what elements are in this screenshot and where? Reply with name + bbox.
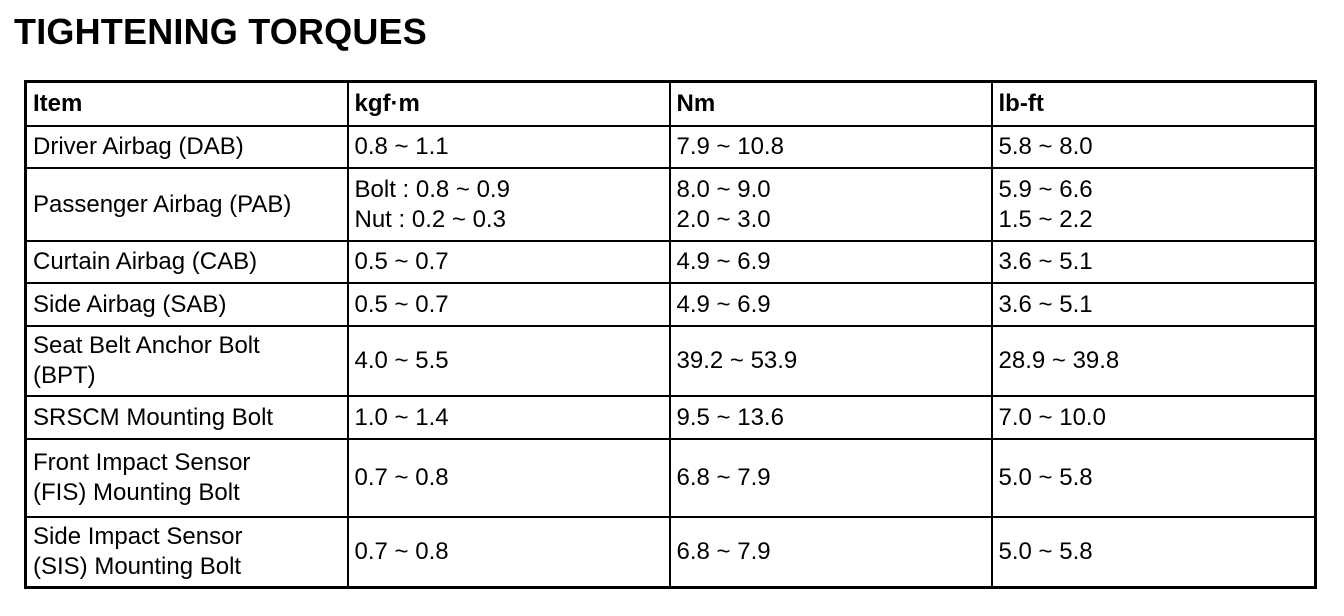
kgfm-cell: [348, 326, 670, 396]
item-text: Passenger Airbag (PAB): [33, 190, 292, 218]
lbft-value: 3.6 ~ 5.1: [998, 248, 1093, 275]
column-header-lbft: lb-ft: [992, 82, 1316, 127]
lbft-cell: [992, 283, 1316, 326]
table-row: [26, 283, 1316, 326]
lbft-cell: [992, 241, 1316, 283]
kgfm-value: 1.0 ~ 1.4: [354, 403, 449, 431]
item-cell: [26, 396, 348, 439]
item-text-line-1: Side Impact Sensor: [33, 523, 243, 550]
nm-value: 9.5 ~ 13.6: [676, 403, 784, 431]
item-cell: [26, 241, 348, 283]
item-cell: [26, 126, 348, 168]
kgfm-cell: [348, 283, 670, 326]
nm-value: 6.8 ~ 7.9: [676, 538, 771, 565]
nm-value: 39.2 ~ 53.9: [676, 347, 798, 374]
item-text: Driver Airbag (DAB): [33, 133, 244, 160]
torque-table: [24, 80, 1317, 589]
item-cell: [26, 439, 348, 517]
page-title: TIGHTENING TORQUES: [14, 11, 427, 52]
table-row: [26, 326, 1316, 396]
column-header-nm: Nm: [670, 82, 992, 127]
item-cell: [26, 283, 348, 326]
item-text-line-1: Front Impact Sensor: [33, 449, 251, 476]
item-text: Curtain Airbag (CAB): [33, 248, 258, 275]
table-row: [26, 396, 1316, 439]
item-text-line-2: (SIS) Mounting Bolt: [33, 553, 242, 580]
kgfm-value: 0.7 ~ 0.8: [354, 464, 449, 491]
nm-cell: [670, 126, 992, 168]
item-text: Side Airbag (SAB): [33, 290, 227, 318]
nm-value: 4.9 ~ 6.9: [676, 248, 771, 275]
table-row: [26, 168, 1316, 241]
nm-cell: [670, 241, 992, 283]
nm-value-bolt: 8.0 ~ 9.0: [676, 175, 771, 203]
kgfm-cell: [348, 241, 670, 283]
kgfm-value: 4.0 ~ 5.5: [354, 347, 449, 374]
item-cell: [26, 326, 348, 396]
kgfm-cell: [348, 168, 670, 241]
kgfm-value: 0.5 ~ 0.7: [354, 290, 449, 318]
nm-value: 4.9 ~ 6.9: [676, 290, 771, 318]
kgfm-cell: [348, 126, 670, 168]
kgfm-cell: [348, 396, 670, 439]
kgfm-value-nut: Nut : 0.2 ~ 0.3: [354, 205, 506, 233]
table-header: [26, 82, 1316, 127]
kgfm-value-bolt: Bolt : 0.8 ~ 0.9: [354, 175, 510, 203]
item-cell: [26, 517, 348, 588]
lbft-value: 28.9 ~ 39.8: [998, 347, 1120, 374]
lbft-cell: [992, 326, 1316, 396]
nm-value-nut: 2.0 ~ 3.0: [676, 205, 771, 233]
kgfm-cell: [348, 439, 670, 517]
kgfm-value: 0.8 ~ 1.1: [354, 133, 449, 160]
item-text-line-2: (BPT): [33, 362, 96, 389]
kgfm-value: 0.7 ~ 0.8: [354, 538, 449, 565]
nm-cell: [670, 396, 992, 439]
item-text-line-1: Seat Belt Anchor Bolt: [33, 332, 260, 359]
lbft-value: 3.6 ~ 5.1: [998, 290, 1093, 318]
lbft-value: 7.0 ~ 10.0: [998, 403, 1106, 431]
lbft-value: 5.8 ~ 8.0: [998, 133, 1093, 160]
table-row: [26, 126, 1316, 168]
kgfm-value: 0.5 ~ 0.7: [354, 248, 449, 275]
nm-cell: [670, 439, 992, 517]
lbft-cell: [992, 517, 1316, 588]
lbft-value: 5.0 ~ 5.8: [998, 538, 1093, 565]
lbft-value-bolt: 5.9 ~ 6.6: [998, 175, 1093, 203]
lbft-cell: [992, 168, 1316, 241]
nm-cell: [670, 517, 992, 588]
kgfm-cell: [348, 517, 670, 588]
nm-cell: [670, 168, 992, 241]
header-row: [26, 82, 1316, 127]
lbft-value: 5.0 ~ 5.8: [998, 464, 1093, 491]
lbft-cell: [992, 439, 1316, 517]
nm-value: 7.9 ~ 10.8: [676, 133, 784, 160]
item-text-line-2: (FIS) Mounting Bolt: [33, 479, 240, 506]
column-header-kgfm: kgf·m: [348, 82, 670, 127]
item-cell: [26, 168, 348, 241]
table-row: [26, 517, 1316, 588]
lbft-value-nut: 1.5 ~ 2.2: [998, 205, 1093, 233]
table-row: [26, 439, 1316, 517]
nm-value: 6.8 ~ 7.9: [676, 464, 771, 491]
table-body: [26, 126, 1316, 588]
column-header-item: Item: [26, 82, 348, 127]
lbft-cell: [992, 126, 1316, 168]
nm-cell: [670, 283, 992, 326]
nm-cell: [670, 326, 992, 396]
lbft-cell: [992, 396, 1316, 439]
table-row: [26, 241, 1316, 283]
item-text: SRSCM Mounting Bolt: [33, 403, 274, 431]
